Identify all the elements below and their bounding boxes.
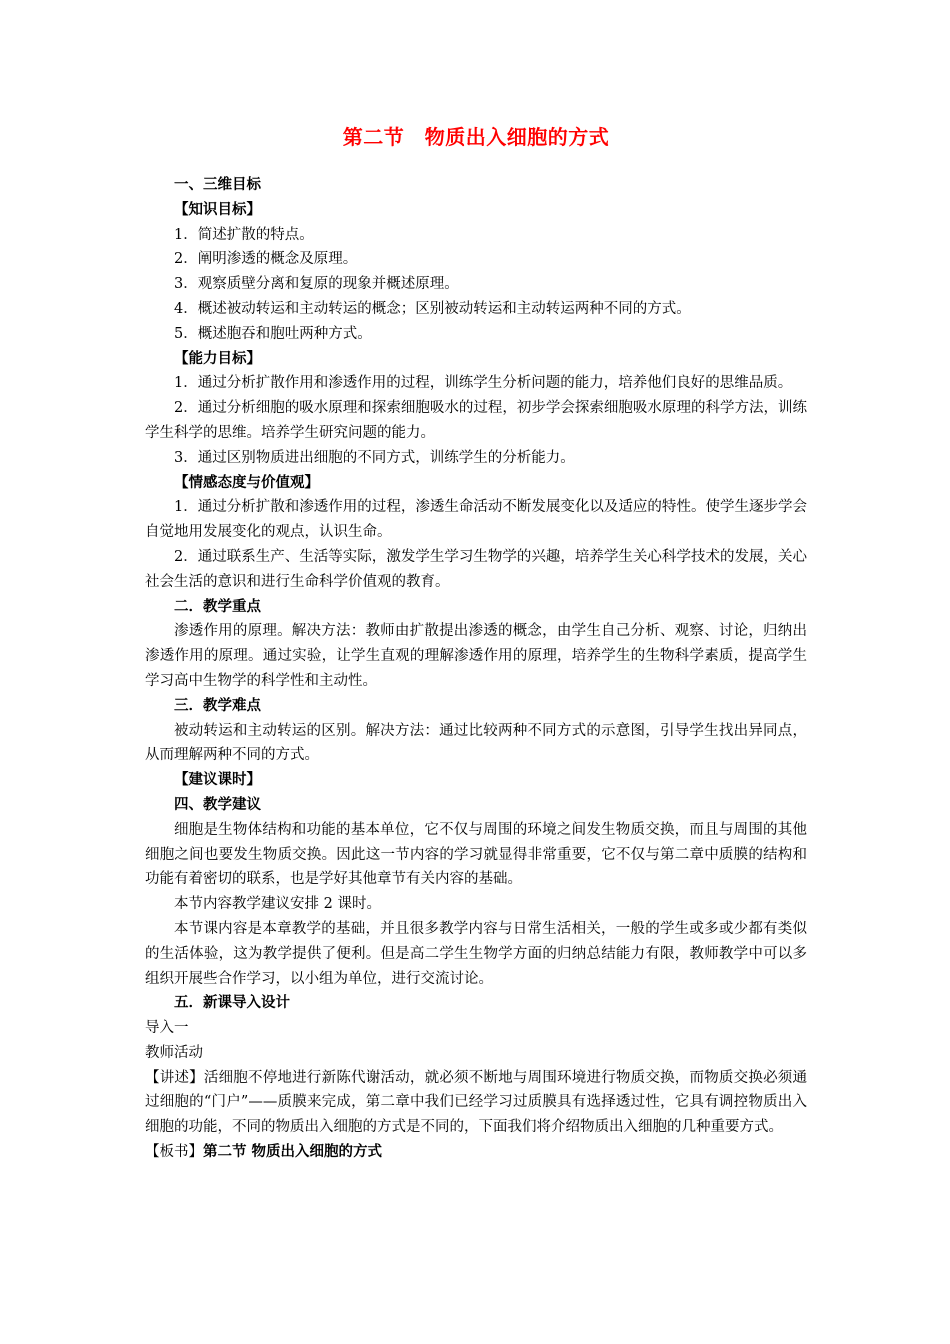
emotion-goals-heading: 【情感态度与价值观】 xyxy=(174,474,319,491)
lecture-tag: 【讲述】 xyxy=(145,1069,204,1086)
suggested-hours-heading: 【建议课时】 xyxy=(174,772,261,789)
board-paragraph xyxy=(145,1140,807,1165)
emotion-item: 2．通过联系生产、生活等实际，激发学生学习生物学的兴趣，培养学生关心科学技术的发展，关心社会生活的意识和进行生命科学价值观的教育。 xyxy=(145,548,807,590)
board-tag: 【板书】 xyxy=(145,1144,203,1161)
knowledge-item: 4．概述被动转运和主动转运的概念；区别被动转运和主动转运两种不同的方式。 xyxy=(174,300,691,317)
suggestion-paragraph: 细胞是生物体结构和功能的基本单位，它不仅与周围的环境之间发生物质交换，而且与周围的其他细胞之间也要发生物质交换。因此这一节内容的学习就显得非常重要，它不仅与第二章中质膜的结构和功能有着密切的联系，也是学好其他章节有关内容的基础。 xyxy=(145,821,807,888)
document-body xyxy=(145,173,807,1165)
knowledge-goals-heading: 【知识目标】 xyxy=(174,201,261,218)
key-points-text: 渗透作用的原理。解决方法：教师由扩散提出渗透的概念，由学生自己分析、观察、讨论，归纳出渗透作用的原理。通过实验，让学生直观的理解渗透作用的原理，培养学生的生物科学素质，提高学生学习高中生物学的科学性和主动性。 xyxy=(145,623,807,689)
ability-item: 2．通过分析细胞的吸水原理和探索细胞吸水的过程，初步学会探索细胞吸水原理的科学方法，训练学生科学的思维。培养学生研究问题的能力。 xyxy=(145,400,807,441)
ability-item: 3．通过区别物质进出细胞的不同方式，训练学生的分析能力。 xyxy=(174,449,575,466)
section-heading-suggestions: 四、教学建议 xyxy=(174,796,261,813)
knowledge-item: 3．观察质壁分离和复原的现象并概述原理。 xyxy=(174,276,459,293)
lecture-paragraph xyxy=(145,1066,807,1140)
knowledge-item: 2．阐明渗透的概念及原理。 xyxy=(174,251,358,268)
teacher-activity-label: 教师活动 xyxy=(145,1044,203,1061)
lecture-text: 活细胞不停地进行新陈代谢活动，就必须不断地与周围环境进行物质交换，而物质交换必须通过细胞的“门户”——质膜来完成，第二章中我们已经学习过质膜具有选择透过性，它具有调控物质出入细胞的功能，不同的物质出入细胞的方式是不同的，下面我们将介绍物质出入细胞的几种重要方式。 xyxy=(145,1069,808,1136)
ability-item: 1．通过分析扩散作用和渗透作用的过程，训练学生分析问题的能力，培养他们良好的思维品质。 xyxy=(174,375,793,392)
intro-one-label: 导入一 xyxy=(145,1020,189,1037)
emotion-item: 1．通过分析扩散和渗透作用的过程，渗透生命活动不断发展变化以及适应的特性。使学生逐步学会自觉地用发展变化的观点，认识生命。 xyxy=(145,499,807,541)
suggestion-paragraph: 本节课内容是本章教学的基础，并且很多教学内容与日常生活相关，一般的学生或多或少都有类似的生活体验，这为教学提供了便利。但是高二学生生物学方面的归纳总结能力有限，教师教学中可以多组织开展些合作学习，以小组为单位，进行交流讨论。 xyxy=(145,920,807,987)
section-heading-objectives: 一、三维目标 xyxy=(174,177,261,193)
ability-goals-heading: 【能力目标】 xyxy=(174,350,261,367)
section-heading-key-points: 二．教学重点 xyxy=(174,598,261,615)
section-heading-difficulties: 三．教学难点 xyxy=(174,697,261,714)
board-text: 第二节 物质出入细胞的方式 xyxy=(203,1144,383,1161)
knowledge-item: 1．简述扩散的特点。 xyxy=(174,226,314,243)
suggestion-paragraph: 本节内容教学建议安排 2 课时。 xyxy=(174,896,381,913)
difficulties-text: 被动转运和主动转运的区别。解决方法：通过比较两种不同方式的示意图，引导学生找出异同点，从而理解两种不同的方式。 xyxy=(145,722,807,764)
knowledge-item: 5．概述胞吞和胞吐两种方式。 xyxy=(174,325,372,342)
page-title: 第二节 物质出入细胞的方式 xyxy=(342,125,610,149)
section-heading-intro-design: 五．新课导入设计 xyxy=(174,995,290,1012)
